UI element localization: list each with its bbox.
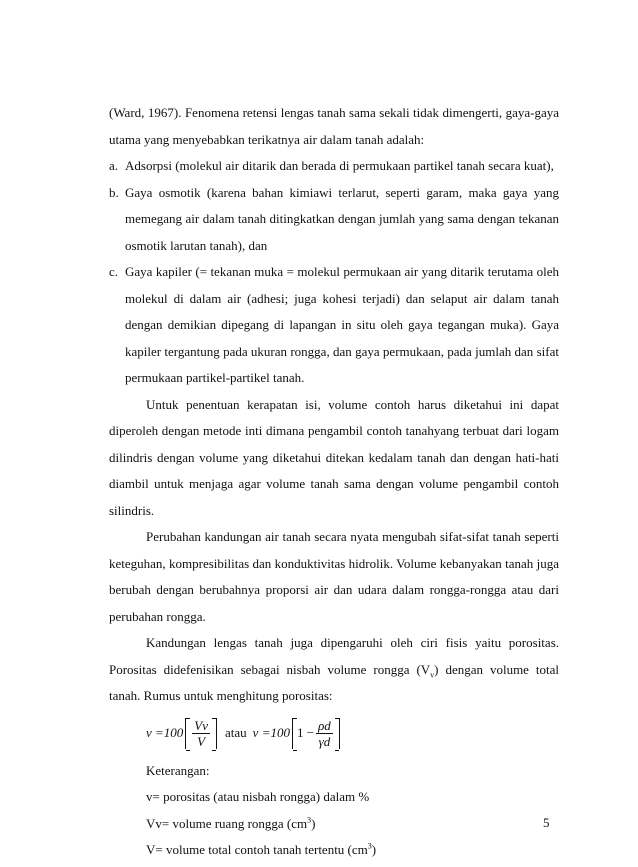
list-text: Adsorpsi (molekul air ditarik dan berada di permukaan partikel tanah secara kuat), — [125, 158, 554, 173]
note-text: Vv= volume ruang rongga (cm — [146, 815, 308, 831]
list-item-b — [109, 180, 559, 260]
paragraph-water-content: Perubahan kandungan air tanah secara nyata mengubah sifat-sifat tanah seperti keteguhan, kompresibilitas dan konduktivitas hidrolik. Volume kebanyakan tanah juga berubah dengan berubahnya proporsi air dan udara dalam rongga-rongga atau dari perubahan rongga. — [109, 529, 559, 624]
list-item-a — [109, 153, 559, 180]
list-text: Gaya osmotik (karena bahan kimiawi terlarut, seperti garam, maka gaya yang memegang air dalam tanah ditingkatkan dengan jumlah yang sama dengan tekanan osmotik larutan tanah), dan — [125, 184, 559, 253]
note-superscript: 3 — [367, 841, 372, 851]
formula-connector: atau — [225, 725, 247, 741]
fraction-numerator: ρd — [318, 718, 331, 733]
formula-lhs-2: v =100 — [252, 725, 290, 741]
note-text-end: ) — [311, 815, 316, 831]
paragraph-bulk-density: Untuk penentuan kerapatan isi, volume contoh harus diketahui ini dapat diperoleh dengan metode inti dimana pengambil contoh tanahyang terbuat dari logam dilindris dengan volume yang diketahui ditekan kedalam tanah dan dengan hati-hati diambil untuk menjaga agar volume tanah sama dengan volume pengambil contoh silindris. — [109, 396, 559, 518]
porosity-formula — [146, 710, 559, 758]
formula-bracket-2 — [292, 718, 340, 749]
formula-fraction-1 — [192, 718, 210, 749]
formula-fraction-2 — [316, 718, 333, 749]
note-total-volume — [109, 837, 559, 864]
note-pore-volume — [109, 811, 559, 838]
paragraph-porosity — [109, 630, 559, 710]
list-text: Gaya kapiler (= tekanan muka = molekul permukaan air yang ditarik terutama oleh molekul di dalam air (adhesi; juga kohesi terjadi) dan selaput air dalam tanah dengan demikian dipegang di lapangan in situ oleh gaya tegangan muka). Gaya kapiler tergantung pada ukuran rongga, dan gaya permukaan, pada jumlah dan sifat permukaan partikel-partikel tanah. — [125, 264, 559, 385]
list-item-c — [109, 259, 559, 392]
fraction-denominator: V — [197, 734, 206, 749]
formula-lhs-1: v =100 — [146, 725, 184, 741]
note-text-end: ) — [371, 842, 377, 857]
porosity-text-end: ) dengan volume total tanah. Rumus untuk menghitung porositas: — [109, 661, 560, 703]
note-porosity: v= porositas (atau nisbah rongga) dalam % — [146, 789, 370, 804]
list-marker: a. — [109, 158, 119, 173]
intro-paragraph: (Ward, 1967). Fenomena retensi lengas tanah sama sekali tidak dimengerti, gaya-gaya utama yang menyebabkan terikatnya air dalam tanah adalah: — [109, 105, 559, 147]
porosity-text-start: Kandungan lengas tanah juga dipengaruhi oleh ciri fisis yaitu porositas. Porositas didefenisikan sebagai nisbah volume rongga (V — [109, 635, 559, 677]
fraction-numerator: Vv — [194, 718, 209, 733]
list-marker: b. — [109, 184, 119, 200]
body-text — [109, 100, 559, 864]
list-marker: c. — [109, 264, 119, 279]
formula-bracket-1 — [185, 718, 217, 749]
page-number: 5 — [543, 815, 550, 830]
formula-one-minus: 1 − — [296, 725, 315, 741]
notes-heading: Keterangan: — [146, 762, 210, 778]
note-superscript: 3 — [307, 815, 312, 825]
fraction-denominator: γd — [318, 734, 331, 749]
porosity-subscript: v — [430, 670, 435, 680]
note-text: V= volume total contoh tanah tertentu (cm — [146, 842, 368, 857]
